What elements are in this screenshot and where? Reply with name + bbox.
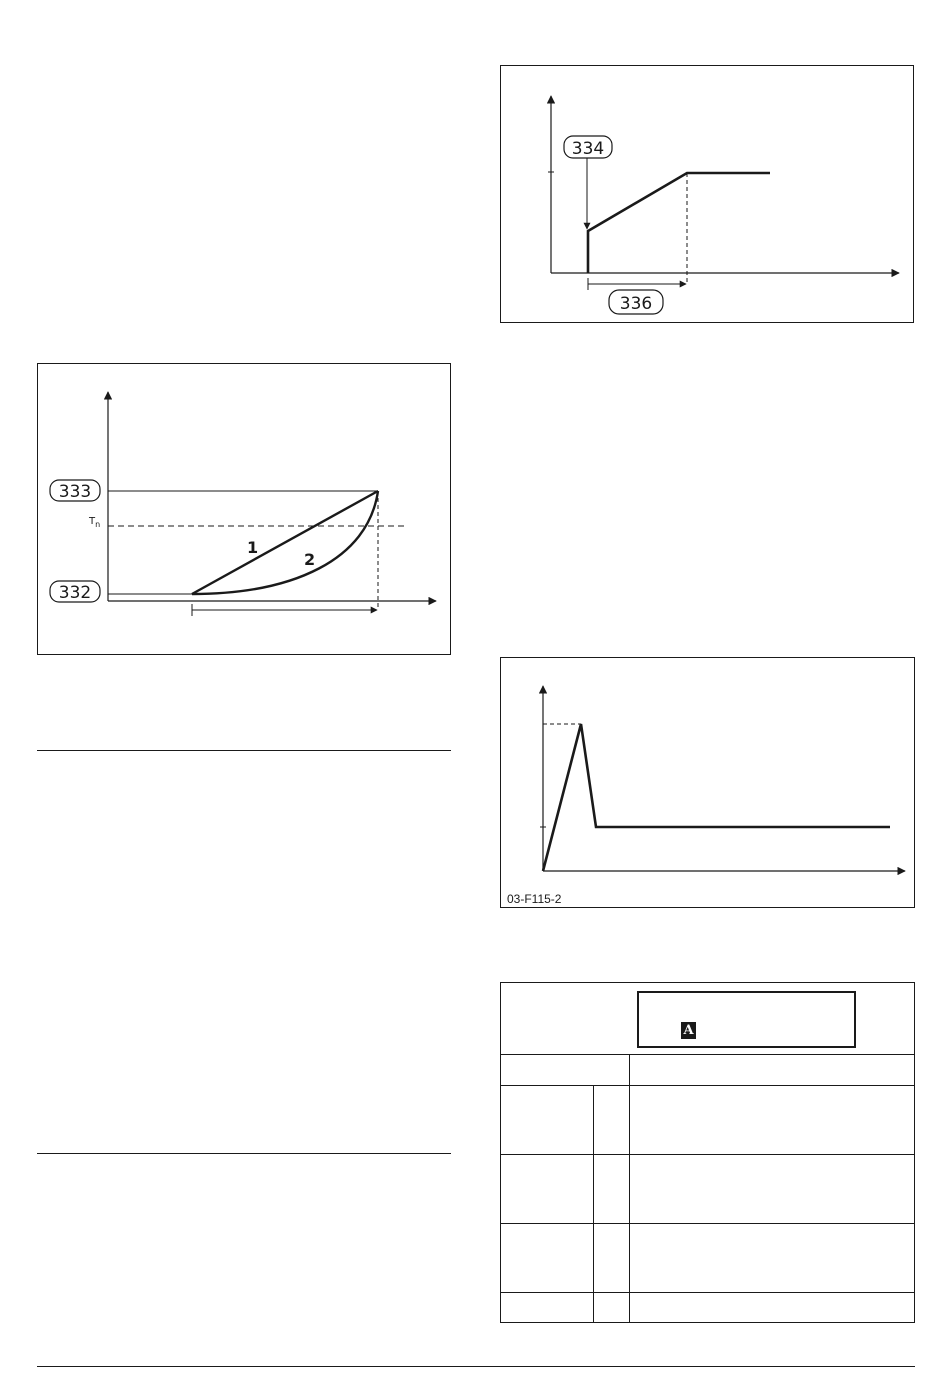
figure-panel-left <box>37 363 451 655</box>
svg-text:332: 332 <box>58 583 92 603</box>
current-curve <box>543 724 890 871</box>
table-row-line <box>501 1223 914 1224</box>
table-row-line <box>501 1292 914 1293</box>
curve-1-label: 1 <box>247 538 259 557</box>
figure-top-right-graphic <box>501 66 915 324</box>
table-row-line <box>501 1085 914 1086</box>
figure-code: 03-F115-2 <box>507 892 562 906</box>
svg-text:334: 334 <box>571 139 605 159</box>
figure-panel-middle-right <box>500 657 915 908</box>
tn-label: $T_n$ <box>89 516 101 529</box>
label-334 <box>564 136 612 159</box>
label-336 <box>609 290 663 314</box>
table-column-divider <box>593 1085 594 1322</box>
svg-text:336: 336 <box>619 294 653 314</box>
display-frame <box>637 991 856 1048</box>
table-column-divider <box>629 1054 630 1322</box>
curve-2-label: 2 <box>304 550 316 569</box>
figure-middle-right-graphic <box>501 658 916 909</box>
section-divider-1 <box>37 750 451 751</box>
footer-rule <box>37 1366 915 1367</box>
section-divider-2 <box>37 1153 451 1154</box>
display-table <box>500 982 915 1323</box>
table-header-line <box>501 1054 914 1055</box>
svg-text:333: 333 <box>58 482 92 502</box>
figure-left-graphic <box>38 364 452 656</box>
label-332 <box>50 581 100 603</box>
display-indicator: A <box>681 1022 696 1039</box>
curve-1-linear <box>192 491 378 594</box>
label-333 <box>50 480 100 502</box>
figure-panel-top-right <box>500 65 914 323</box>
table-row-line <box>501 1154 914 1155</box>
ramp-curve <box>588 173 770 273</box>
